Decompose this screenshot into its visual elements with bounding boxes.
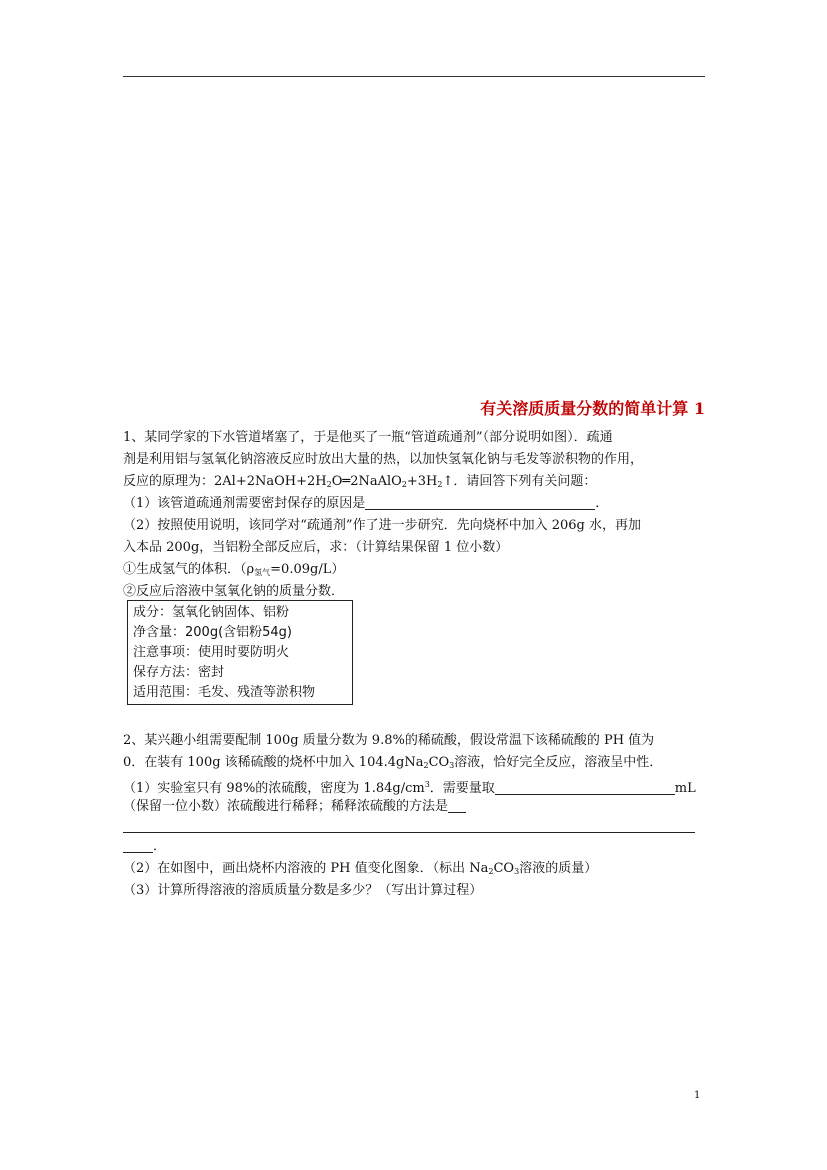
subscript: 2 [423,761,429,770]
q2-line-2 [123,753,662,776]
q1-line-2: 剂是利用铝与氢氧化钠溶液反应时放出大量的热，以加快氢氧化钠与毛发等淤积物的作用， [123,452,644,467]
label-row-caution: 注意事项：使用时要防明火 [133,645,290,660]
volume-blank[interactable] [495,780,675,795]
q2-part-2 [123,859,597,882]
q2-part-1c [123,837,166,857]
q1-part-2b: 入本品 200g，当铝粉全部反应后，求：（计算结果保留 1 位小数） [123,540,509,555]
question-text: ． [595,496,609,511]
label-row-net-content: 净含量：200g(含铝粉54g) [133,625,293,640]
reaction-text: ↑．请回答下列有关问题： [442,474,597,489]
reaction-text: +3H [406,474,438,489]
subscript: 2 [488,867,494,876]
question-text: （保留一位小数）浓硫酸进行稀释；稀释浓硫酸的方法是 [123,799,449,814]
question-text: ． [153,839,167,854]
question-text: （2）在如图中，画出烧杯内溶液的 PH 值变化图象．（标出 Na [123,861,489,876]
label-row-storage: 保存方法：密封 [133,665,225,680]
q2-part-1 [123,775,696,799]
product-label [127,600,353,705]
question-text: 溶液，恰好完全反应，溶液呈中性． [454,755,663,770]
subscript: 3 [449,761,455,770]
question-text: （1）实验室只有 98%的浓硫酸，密度为 1.84g/cm [123,781,425,796]
subscript: 3 [514,867,520,876]
subscript: 2 [401,480,407,489]
q1-line-1: 1、某同学家的下水管道堵塞了，于是他买了一瓶“管道疏通剂”（部分说明如图）．疏通 [123,430,613,445]
subscript: 2 [326,480,332,489]
method-blank-end[interactable] [123,838,153,853]
question-text: 0．在装有 100g 该稀硫酸的烧杯中加入 104.4gNa [123,755,424,770]
q1-sub-2: ②反应后溶液中氢氧化钠的质量分数． [123,584,345,599]
reaction-text: O═2NaAlO [331,474,402,489]
question-text: =0.09g/L） [270,562,345,577]
q1-reaction-line [123,472,596,495]
question-text: ．需要量取 [429,781,495,796]
method-blank[interactable] [448,798,466,813]
q2-part-1b [123,797,466,817]
q2-line-1: 2、某兴趣小组需要配制 100g 质量分数为 9.8%的稀硫酸，假设常温下该稀硫酸的 PH 值为 [123,733,655,748]
page-title: 有关溶质质量分数的简单计算 1 [480,399,705,418]
label-row-ingredients: 成分：氢氧化钠固体、铝粉 [133,605,290,620]
question-text: （1）该管道疏通剂需要密封保存的原因是 [123,496,366,511]
q1-part-1 [123,494,608,514]
header-rule [123,76,705,77]
page-number: 1 [694,1090,701,1101]
q1-part-2a: （2）按照使用说明，该同学对“疏通剂”作了进一步研究．先向烧杯中加入 206g 水，再加 [123,518,641,533]
question-text: ①生成氢气的体积．（ρ [123,562,255,577]
superscript: 3 [424,780,430,789]
label-row-usage: 适用范围：毛发、残渣等淤积物 [133,685,316,700]
subscript: 2 [437,480,443,489]
subscript: 氢气 [254,568,271,577]
method-answer-line[interactable] [123,832,695,833]
question-text: CO [428,755,450,770]
reaction-text: 反应的原理为：2Al+2NaOH+2H [123,474,327,489]
answer-blank[interactable] [365,495,595,510]
unit-text: mL [674,781,696,796]
question-text: CO [493,861,515,876]
q1-sub-1 [123,560,344,583]
question-text: 溶液的质量） [519,861,598,876]
q2-part-3: （3）计算所得溶液的溶质质量分数是多少？（写出计算过程） [123,883,483,898]
